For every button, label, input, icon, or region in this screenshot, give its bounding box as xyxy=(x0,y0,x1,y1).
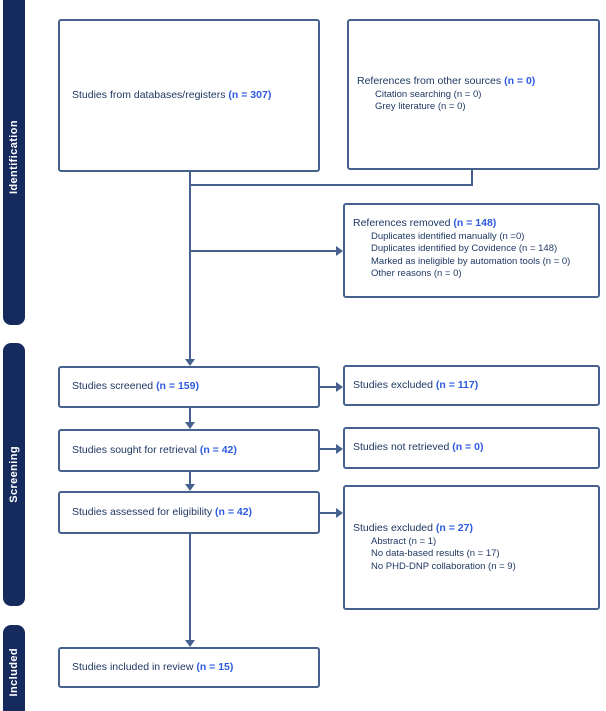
box-excluded-screening-text xyxy=(353,379,592,393)
arrowhead-into-excluded-screening-icon xyxy=(336,382,343,392)
arrowhead-into-screened-icon xyxy=(185,359,195,366)
box-excluded-eligibility-count: (n = 27) xyxy=(435,521,473,534)
arrowhead-into-removed-icon xyxy=(336,246,343,256)
box-databases-label: Studies from databases/registers xyxy=(72,88,226,101)
box-excluded-screening-count: (n = 117) xyxy=(435,378,479,391)
box-studies-excluded-screening xyxy=(343,365,600,406)
box-screened-label: Studies screened xyxy=(72,380,154,393)
box-removed-label: References removed xyxy=(353,217,451,229)
box-excluded-screening-label: Studies excluded xyxy=(353,378,433,391)
box-screened-count: (n = 159) xyxy=(156,380,199,393)
box-removed-text xyxy=(353,217,592,231)
box-removed-item: Duplicates identified by Covidence (n = 148) xyxy=(371,243,558,255)
box-other-sources-text xyxy=(357,75,592,89)
connector-other-sources-merge xyxy=(190,184,473,186)
connector-screened-to-excluded xyxy=(320,386,337,388)
arrowhead-into-assessed-icon xyxy=(185,484,195,491)
connector-screened-to-sought xyxy=(189,408,191,422)
box-sought-count: (n = 42) xyxy=(199,443,237,456)
phase-bar-screening xyxy=(3,343,25,606)
box-not-retrieved-text xyxy=(353,441,592,455)
box-removed-item: Duplicates identified manually (n =0) xyxy=(371,230,525,242)
phase-label-screening: Screening xyxy=(8,446,20,503)
box-sought-text xyxy=(72,444,312,458)
box-removed-count: (n = 148) xyxy=(453,217,497,229)
connector-main-vertical xyxy=(189,172,191,360)
box-not-retrieved-label: Studies not retrieved xyxy=(353,441,450,454)
arrowhead-into-excluded-eligibility-icon xyxy=(336,508,343,518)
box-included-text xyxy=(72,661,312,675)
box-studies-not-retrieved xyxy=(343,427,600,469)
phase-bar-identification xyxy=(3,0,25,325)
box-references-removed xyxy=(343,203,600,298)
arrowhead-into-not-retrieved-icon xyxy=(336,444,343,454)
box-assessed-label: Studies assessed for eligibility xyxy=(72,505,213,518)
box-studies-assessed-eligibility xyxy=(58,491,320,534)
box-not-retrieved-count: (n = 0) xyxy=(452,441,484,454)
box-studies-sought-retrieval xyxy=(58,429,320,472)
box-included-count: (n = 15) xyxy=(196,660,234,673)
box-other-sources-label: References from other sources xyxy=(357,75,502,88)
box-excluded-eligibility-label: Studies excluded xyxy=(353,521,433,534)
connector-assessed-to-excluded xyxy=(320,512,337,514)
box-assessed-count: (n = 42) xyxy=(215,505,253,518)
phase-label-included: Included xyxy=(8,648,20,697)
phase-label-identification: Identification xyxy=(8,120,20,195)
box-removed-item: Marked as ineligible by automation tools (n = 0) xyxy=(371,255,571,267)
box-studies-from-databases xyxy=(58,19,320,172)
connector-sought-to-not-retrieved xyxy=(320,448,337,450)
box-excluded-eligibility-text xyxy=(353,522,592,536)
box-studies-included-review xyxy=(58,647,320,688)
box-excluded-eligibility-item: No data-based results (n = 17) xyxy=(371,548,500,560)
box-sought-label: Studies sought for retrieval xyxy=(72,443,197,456)
connector-assessed-to-included xyxy=(189,534,191,640)
arrowhead-into-sought-icon xyxy=(185,422,195,429)
box-other-sources-item: Grey literature (n = 0) xyxy=(375,101,466,113)
box-references-other-sources xyxy=(347,19,600,170)
box-studies-excluded-eligibility xyxy=(343,485,600,610)
box-excluded-eligibility-item: Abstract (n = 1) xyxy=(371,535,437,547)
box-included-label: Studies included in review xyxy=(72,660,194,673)
box-assessed-text xyxy=(72,506,312,520)
connector-to-removed xyxy=(190,250,337,252)
box-removed-item: Other reasons (n = 0) xyxy=(371,268,462,280)
phase-bar-included xyxy=(3,625,25,711)
box-screened-text xyxy=(72,380,312,394)
box-databases-text xyxy=(72,89,312,103)
box-studies-screened xyxy=(58,366,320,408)
box-other-sources-item: Citation searching (n = 0) xyxy=(375,88,482,100)
box-excluded-eligibility-item: No PHD-DNP collaboration (n = 9) xyxy=(371,560,516,572)
box-databases-count: (n = 307) xyxy=(228,88,272,101)
arrowhead-into-included-icon xyxy=(185,640,195,647)
box-other-sources-count: (n = 0) xyxy=(504,75,536,88)
